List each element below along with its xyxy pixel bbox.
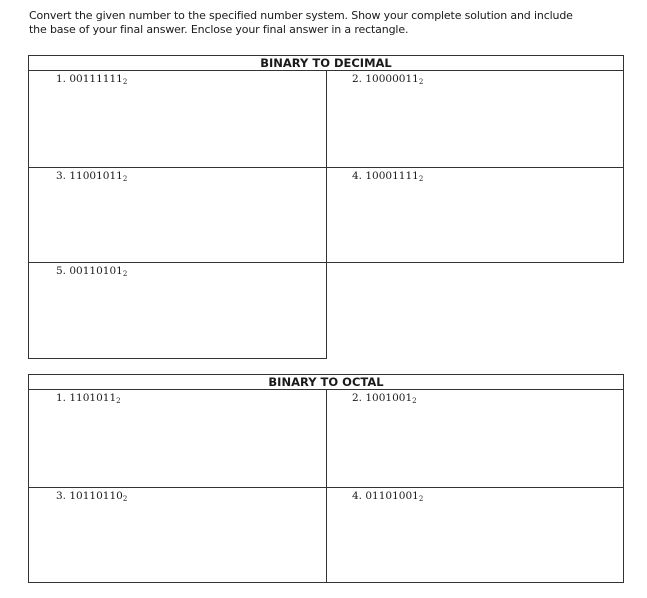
answer-box-item-1[interactable] (28, 70, 327, 168)
item-label: 4. $01101001_2$ (352, 490, 424, 503)
item-label: 4. $10001111_2$ (352, 170, 424, 183)
item-label: 3. $11001011_2$ (56, 170, 128, 183)
item-label: 5. $00110101_2$ (56, 265, 128, 278)
answer-box-item-3[interactable] (28, 487, 327, 583)
answer-box-item-1[interactable] (28, 389, 327, 488)
answer-box-item-4[interactable] (326, 487, 624, 583)
answer-box-item-3[interactable] (28, 167, 327, 263)
section-title: BINARY TO DECIMAL (28, 55, 624, 71)
binary-to-octal-section (28, 374, 624, 583)
item-label: 2. $10000011_2$ (352, 73, 424, 86)
item-label: 1. $1101011_2$ (56, 392, 121, 405)
instructions (29, 9, 639, 37)
item-label: 1. $00111111_2$ (56, 73, 128, 86)
section-title: BINARY TO OCTAL (28, 374, 624, 390)
binary-to-decimal-section (28, 55, 624, 359)
answer-box-item-2[interactable] (326, 389, 624, 488)
instructions-line-1: Convert the given number to the specified number system. Show your complete solution and include (29, 9, 573, 22)
item-label: 3. $10110110_2$ (56, 490, 128, 503)
answer-box-item-5[interactable] (28, 262, 327, 359)
item-label: 2. $1001001_2$ (352, 392, 417, 405)
instructions-line-2: the base of your final answer. Enclose your final answer in a rectangle. (29, 23, 409, 36)
answer-box-item-4[interactable] (326, 167, 624, 263)
answer-box-item-2[interactable] (326, 70, 624, 168)
